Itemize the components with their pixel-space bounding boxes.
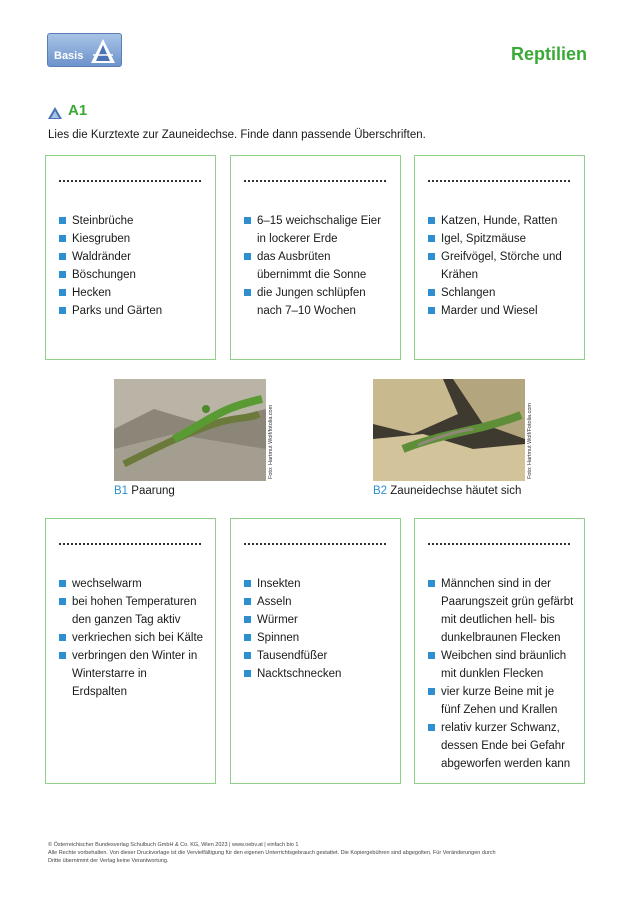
list-item-text: wechselwarm bbox=[72, 578, 142, 590]
list-item-text: Katzen, Hunde, Ratten bbox=[441, 215, 558, 227]
list-item bbox=[428, 611, 578, 629]
figure-number: B1 bbox=[114, 485, 129, 497]
list-item bbox=[59, 629, 209, 647]
list-item bbox=[428, 302, 578, 320]
bullet-icon bbox=[244, 253, 251, 260]
list-item-text: Würmer bbox=[257, 614, 298, 626]
list-item bbox=[59, 647, 209, 665]
bullet-icon bbox=[244, 580, 251, 587]
list-item-text: in lockerer Erde bbox=[257, 233, 338, 245]
list-item bbox=[428, 575, 578, 593]
figure-number: B2 bbox=[373, 485, 388, 497]
list-item bbox=[59, 248, 209, 266]
bullet-icon bbox=[428, 289, 435, 296]
list-item bbox=[244, 230, 394, 248]
basis-logo bbox=[47, 33, 122, 67]
text-card bbox=[230, 518, 401, 784]
list-item bbox=[428, 737, 578, 755]
list-item-text: Paarungszeit grün gefärbt bbox=[441, 596, 574, 608]
page-title: Reptilien bbox=[510, 44, 587, 64]
list-item-text: Böschungen bbox=[72, 269, 136, 281]
list-item-text: Männchen sind in der bbox=[441, 578, 551, 590]
figure-caption bbox=[114, 485, 175, 497]
bullet-icon bbox=[428, 724, 435, 731]
bullet-icon bbox=[59, 217, 66, 224]
list-item bbox=[428, 212, 578, 230]
footer-copyright: © Österreichischer Bundesverlag Schulbuch GmbH & Co. KG, Wien 2023 | www.oebv.at | einfach bio 1 bbox=[48, 842, 299, 848]
list-item-text: nach 7–10 Wochen bbox=[257, 305, 356, 317]
list-item bbox=[244, 575, 394, 593]
bullet-icon bbox=[428, 652, 435, 659]
heading-blank[interactable] bbox=[428, 180, 570, 182]
heading-blank[interactable] bbox=[59, 543, 201, 545]
list-item-text: Marder und Wiesel bbox=[441, 305, 538, 317]
bullet-icon bbox=[428, 580, 435, 587]
list-item bbox=[244, 302, 394, 320]
bullet-icon bbox=[244, 616, 251, 623]
bullet-icon bbox=[428, 688, 435, 695]
list-item-text: verbringen den Winter in bbox=[72, 650, 198, 662]
list-item-text: abgeworfen werden kann bbox=[441, 758, 571, 770]
list-item bbox=[428, 230, 578, 248]
list-item bbox=[244, 665, 394, 683]
list-item bbox=[59, 212, 209, 230]
footer-rights: Alle Rechte vorbehalten. Von dieser Druckvorlage ist die Vervielfältigung für den eigenen Unterrichtsgebrauch gestattet. Die Kopiergebühren sind abgegolten. Für Veränderungen durch bbox=[48, 850, 496, 856]
list-item bbox=[428, 665, 578, 683]
list-item-text: das Ausbrüten bbox=[257, 251, 331, 263]
bullet-icon bbox=[59, 634, 66, 641]
triangle-logo-icon bbox=[89, 37, 117, 65]
list-item bbox=[428, 284, 578, 302]
list-item-text: bei hohen Temperaturen bbox=[72, 596, 197, 608]
list-item bbox=[244, 611, 394, 629]
list-item-text: mit deutlichen hell- bis bbox=[441, 614, 555, 626]
bullet-icon bbox=[428, 307, 435, 314]
list-item-text: Steinbrüche bbox=[72, 215, 134, 227]
list-item bbox=[428, 248, 578, 266]
lizard-shedding-photo bbox=[373, 379, 525, 481]
figure-caption-text: Paarung bbox=[131, 485, 175, 497]
list-item-text: Igel, Spitzmäuse bbox=[441, 233, 527, 245]
list-item bbox=[428, 593, 578, 611]
bullet-icon bbox=[244, 598, 251, 605]
list-item-text: 6–15 weichschalige Eier bbox=[257, 215, 382, 227]
bullet-icon bbox=[244, 634, 251, 641]
list-item-text: relativ kurzer Schwanz, bbox=[441, 722, 560, 734]
list-item bbox=[59, 266, 209, 284]
list-item-text: übernimmt die Sonne bbox=[257, 269, 367, 281]
bullet-icon bbox=[428, 253, 435, 260]
bullet-icon bbox=[244, 217, 251, 224]
list-item bbox=[59, 665, 209, 683]
list-item-text: vier kurze Beine mit je bbox=[441, 686, 555, 698]
photo-credit: Foto: Hartmut Wolf/Fotolia.com bbox=[527, 402, 533, 479]
list-item bbox=[428, 629, 578, 647]
list-item bbox=[244, 266, 394, 284]
level-triangle-icon bbox=[48, 107, 62, 119]
list-item-text: fünf Zehen und Krallen bbox=[441, 704, 558, 716]
list-item bbox=[428, 647, 578, 665]
text-card bbox=[45, 155, 216, 360]
list-item bbox=[244, 248, 394, 266]
list-item bbox=[59, 611, 209, 629]
list-item bbox=[59, 575, 209, 593]
list-item-text: dessen Ende bei Gefahr bbox=[441, 740, 566, 752]
list-item-text: dunkelbraunen Flecken bbox=[441, 632, 561, 644]
bullet-icon bbox=[59, 598, 66, 605]
list-item bbox=[428, 755, 578, 773]
bullet-icon bbox=[59, 253, 66, 260]
text-card bbox=[45, 518, 216, 784]
list-item-text: Waldränder bbox=[72, 251, 132, 263]
list-item bbox=[59, 284, 209, 302]
footer-rights-cont: Dritte übernimmt der Verlag keine Verantwortung. bbox=[48, 858, 169, 864]
list-item bbox=[59, 230, 209, 248]
list-item bbox=[244, 647, 394, 665]
list-item-text: Schlangen bbox=[441, 287, 496, 299]
text-card bbox=[414, 155, 585, 360]
bullet-icon bbox=[244, 289, 251, 296]
heading-blank[interactable] bbox=[428, 543, 570, 545]
list-item-text: Tausendfüßer bbox=[257, 650, 328, 662]
list-item-text: Krähen bbox=[441, 269, 479, 281]
lizard-mating-photo bbox=[114, 379, 266, 481]
list-item-text: mit dunklen Flecken bbox=[441, 668, 544, 680]
text-card bbox=[414, 518, 585, 784]
list-item-text: die Jungen schlüpfen bbox=[257, 287, 366, 299]
heading-blank[interactable] bbox=[244, 543, 386, 545]
heading-blank[interactable] bbox=[244, 180, 386, 182]
list-item bbox=[428, 701, 578, 719]
bullet-icon bbox=[244, 652, 251, 659]
list-item bbox=[428, 719, 578, 737]
text-card bbox=[230, 155, 401, 360]
bullet-icon bbox=[59, 289, 66, 296]
list-item bbox=[428, 683, 578, 701]
task-instruction: Lies die Kurztexte zur Zauneidechse. Finde dann passende Überschriften. bbox=[48, 129, 426, 141]
list-item-text: verkriechen sich bei Kälte bbox=[72, 632, 204, 644]
list-item-text: den ganzen Tag aktiv bbox=[72, 614, 181, 626]
list-item-text: Winterstarre in bbox=[72, 668, 147, 680]
list-item bbox=[59, 593, 209, 611]
bullet-icon bbox=[428, 217, 435, 224]
bullet-icon bbox=[59, 580, 66, 587]
heading-blank[interactable] bbox=[59, 180, 201, 182]
figure-caption-text: Zauneidechse häutet sich bbox=[390, 485, 522, 497]
photo-credit: Foto: Hartmut Wolf/fotolia.com bbox=[268, 404, 274, 479]
list-item bbox=[244, 629, 394, 647]
list-item-text: Erdspalten bbox=[72, 686, 127, 698]
list-item-text: Insekten bbox=[257, 578, 301, 590]
list-item-text: Kiesgruben bbox=[72, 233, 131, 245]
bullet-icon bbox=[59, 652, 66, 659]
footer bbox=[48, 841, 588, 865]
task-label: A1 bbox=[68, 102, 88, 119]
list-item-text: Hecken bbox=[72, 287, 111, 299]
list-item-text: Greifvögel, Störche und bbox=[441, 251, 562, 263]
bullet-icon bbox=[244, 670, 251, 677]
list-item-text: Parks und Gärten bbox=[72, 305, 163, 317]
list-item-text: Weibchen sind bräunlich bbox=[441, 650, 567, 662]
list-item bbox=[244, 212, 394, 230]
list-item bbox=[59, 302, 209, 320]
bullet-icon bbox=[59, 307, 66, 314]
figure-caption bbox=[373, 485, 521, 497]
list-item-text: Spinnen bbox=[257, 632, 300, 644]
bullet-icon bbox=[428, 235, 435, 242]
list-item-text: Asseln bbox=[257, 596, 292, 608]
bullet-icon bbox=[59, 271, 66, 278]
bullet-icon bbox=[59, 235, 66, 242]
list-item bbox=[59, 683, 209, 701]
list-item bbox=[428, 266, 578, 284]
list-item-text: Nacktschnecken bbox=[257, 668, 342, 680]
list-item bbox=[244, 593, 394, 611]
list-item bbox=[244, 284, 394, 302]
logo-text: Basis bbox=[54, 50, 84, 62]
